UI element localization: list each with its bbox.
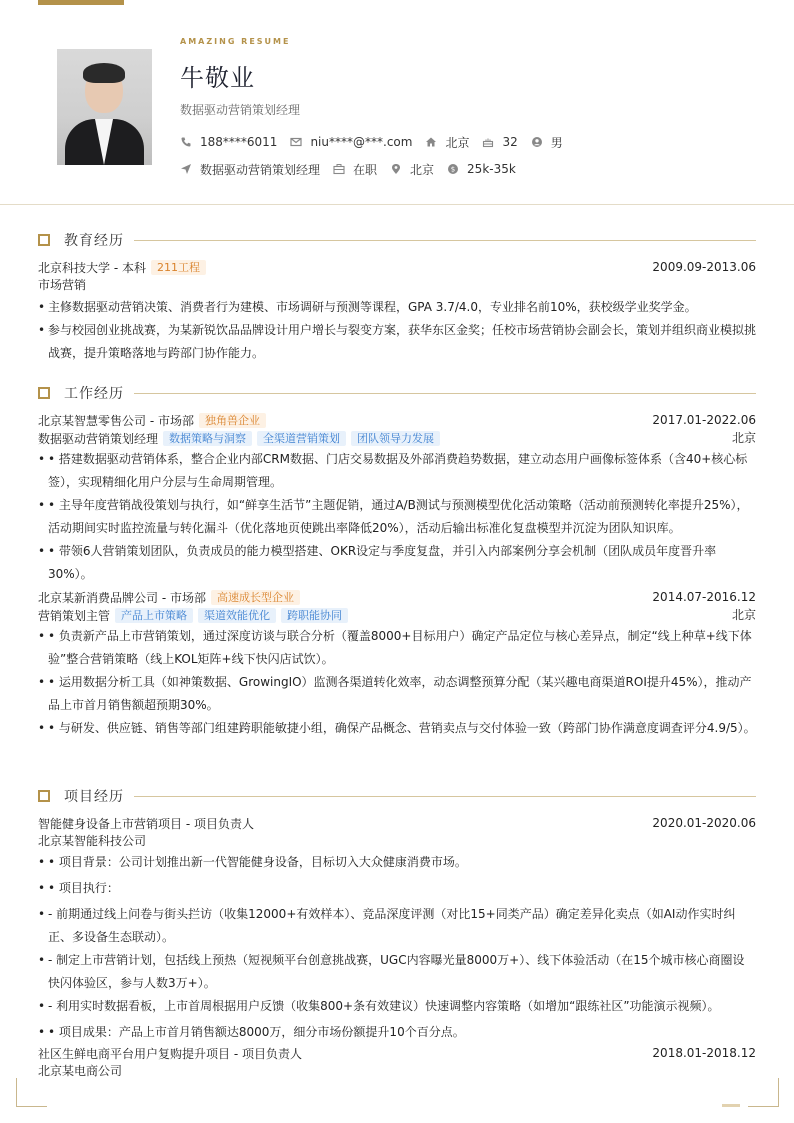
job-role-row bbox=[38, 606, 756, 624]
page-corner-ornament bbox=[748, 1078, 779, 1107]
list-item: • • 搭建数据驱动营销体系，整合企业内部CRM数据、门店交易数据及外部消费趋势数据，建立动态用户画像标签体系（含40+核心标签），实现精细化用户分层与生命周期管理。 bbox=[38, 448, 756, 494]
work-section bbox=[38, 383, 756, 740]
section-title-text: 教育经历 bbox=[64, 233, 124, 249]
projects-section bbox=[38, 786, 756, 1080]
email-text: niu****@***.com bbox=[310, 135, 413, 149]
section-marker-icon bbox=[38, 387, 50, 399]
salary-text: 25k-35k bbox=[467, 162, 516, 176]
skill-tag: 全渠道营销策划 bbox=[257, 431, 346, 446]
school-name: 北京科技大学 - 本科 bbox=[38, 260, 146, 275]
profile-photo bbox=[57, 49, 152, 165]
page-corner-ornament bbox=[16, 1078, 47, 1107]
section-marker-icon bbox=[38, 790, 50, 802]
page-corner-bar bbox=[722, 1104, 740, 1107]
candidate-name: 牛敬业 bbox=[180, 64, 255, 92]
project-entry-header bbox=[38, 1044, 756, 1062]
project-org: 北京某电商公司 bbox=[38, 1064, 123, 1078]
school-tag: 211工程 bbox=[151, 260, 206, 275]
list-item: • • 运用数据分析工具（如神策数据、GrowingIO）监测各渠道转化效率，动态调整预算分配（某兴趣电商渠道ROI提升45%），推动产品上市首月销售额超预期30%。 bbox=[38, 671, 756, 717]
list-item: • • 项目执行： bbox=[38, 877, 756, 900]
project-name: 社区生鲜电商平台用户复购提升项目 - 项目负责人 bbox=[38, 1046, 302, 1061]
education-date: 2009.09-2013.06 bbox=[652, 260, 756, 274]
list-item: • • 项目背景：公司计划推出新一代智能健身设备，目标切入大众健康消费市场。 bbox=[38, 851, 756, 874]
phone-info bbox=[180, 135, 277, 149]
list-item: • • 主导年度营销战役策划与执行，如“鲜享生活节”主题促销，通过A/B测试与预测模型优化活动策略（活动前预测转化率提升25%），活动期间实时监控流量与转化漏斗（优化落地页使跳出率降低20%），活动后输出标准化复盘模型并沉淀为团队知识库。 bbox=[38, 494, 756, 540]
money-icon bbox=[447, 163, 459, 175]
job-city: 北京 bbox=[731, 608, 756, 622]
svg-text:$: $ bbox=[450, 165, 456, 174]
list-item: • • 与研发、供应链、销售等部门组建跨职能敏捷小组，确保产品概念、营销卖点与交付体验一致（跨部门协作满意度调查评分4.9/5）。 bbox=[38, 717, 756, 740]
list-item: • - 利用实时数据看板，上市首周根据用户反馈（收集800+条有效建议）快速调整内容策略（如增加“跟练社区”功能演示视频）。 bbox=[38, 995, 756, 1018]
job-title: 数据驱动营销策划经理 bbox=[180, 103, 301, 117]
skill-tag: 产品上市策略 bbox=[115, 608, 193, 623]
salary-info bbox=[447, 162, 516, 176]
project-entry-header bbox=[38, 814, 756, 832]
section-rule bbox=[134, 796, 756, 797]
age-text: 32 bbox=[502, 135, 518, 149]
home-info bbox=[425, 134, 469, 151]
education-section bbox=[38, 230, 756, 365]
header-divider bbox=[0, 204, 794, 205]
send-icon bbox=[180, 163, 192, 175]
list-item: • • 项目成果：产品上市首月销售额达8000万，细分市场份额提升10个百分点。 bbox=[38, 1021, 756, 1044]
section-title bbox=[38, 383, 756, 403]
target-city-text: 北京 bbox=[410, 162, 435, 177]
project-date: 2018.01-2018.12 bbox=[652, 1046, 756, 1060]
person-icon bbox=[531, 136, 543, 148]
target-position-info bbox=[180, 161, 320, 178]
email-info bbox=[290, 135, 412, 149]
job-role: 营销策划主管 bbox=[38, 608, 111, 623]
education-entry-header bbox=[38, 258, 756, 276]
job-date: 2014.07-2016.12 bbox=[652, 590, 756, 604]
phone-icon bbox=[180, 136, 192, 148]
list-item: • • 负责新产品上市营销策划，通过深度访谈与联合分析（覆盖8000+目标用户）确定产品定位与核心差异点，制定“线上种草+线下体验”整合营销策略（线上KOL矩阵+线下快闪店试饮）。 bbox=[38, 625, 756, 671]
top-accent-bar bbox=[38, 0, 124, 5]
section-marker-icon bbox=[38, 234, 50, 246]
status-text: 在职 bbox=[353, 162, 378, 177]
job-date: 2017.01-2022.06 bbox=[652, 413, 756, 427]
cake-icon bbox=[482, 136, 494, 148]
section-title-text: 项目经历 bbox=[64, 789, 124, 805]
age-info bbox=[482, 135, 517, 149]
major: 市场营销 bbox=[38, 278, 87, 292]
location-pin-icon bbox=[390, 163, 402, 175]
briefcase-icon bbox=[333, 163, 345, 175]
section-rule bbox=[134, 240, 756, 241]
list-item: • 主修数据驱动营销决策、消费者行为建模、市场调研与预测等课程，GPA 3.7/4.0，专业排名前10%，获校级学业奖学金。 bbox=[38, 296, 756, 319]
company-name: 北京某新消费品牌公司 - 市场部 bbox=[38, 590, 206, 605]
gender-info bbox=[531, 134, 563, 151]
section-title-text: 工作经历 bbox=[64, 386, 124, 402]
status-info bbox=[333, 161, 377, 178]
skill-tag: 团队领导力发展 bbox=[351, 431, 440, 446]
gender-text: 男 bbox=[550, 135, 563, 150]
list-item: • - 前期通过线上问卷与街头拦访（收集12000+有效样本）、竞品深度评测（对比15+同类产品）确定差异化卖点（如AI动作实时纠正、多设备生态联动）。 bbox=[38, 903, 756, 949]
skill-tag: 数据策略与洞察 bbox=[163, 431, 252, 446]
job-role: 数据驱动营销策划经理 bbox=[38, 431, 159, 446]
company-tag: 独角兽企业 bbox=[199, 413, 266, 428]
skill-tag: 跨职能协同 bbox=[281, 608, 348, 623]
target-city-info bbox=[390, 161, 434, 178]
contact-row bbox=[180, 133, 576, 151]
target-position-text: 数据驱动营销策划经理 bbox=[200, 162, 321, 177]
project-name: 智能健身设备上市营销项目 - 项目负责人 bbox=[38, 816, 254, 831]
list-item: • - 制定上市营销计划，包括线上预热（短视频平台创意挑战赛，UGC内容曝光量8000万+）、线下体验活动（在15个城市核心商圈设快闪体验区，参与人数3万+）。 bbox=[38, 949, 756, 995]
section-title bbox=[38, 786, 756, 806]
project-date: 2020.01-2020.06 bbox=[652, 816, 756, 830]
list-item: • • 带领6人营销策划团队，负责成员的能力模型搭建、OKR设定与季度复盘，并引入内部案例分享会机制（团队成员年度晋升率30%）。 bbox=[38, 540, 756, 586]
job-entry-header bbox=[38, 588, 756, 606]
phone-text: 188****6011 bbox=[200, 135, 278, 149]
skill-tag: 渠道效能优化 bbox=[198, 608, 276, 623]
job-city: 北京 bbox=[731, 431, 756, 445]
home-icon bbox=[425, 136, 437, 148]
company-tag: 高速成长型企业 bbox=[211, 590, 300, 605]
job-entry-header bbox=[38, 411, 756, 429]
project-org: 北京某智能科技公司 bbox=[38, 834, 147, 848]
hometown-text: 北京 bbox=[445, 135, 470, 150]
brand-label: AMAZING RESUME bbox=[180, 37, 291, 46]
mail-icon bbox=[290, 136, 302, 148]
list-item: • 参与校园创业挑战赛，为某新锐饮品品牌设计用户增长与裂变方案，获华东区金奖；任校市场营销协会副会长，策划并组织商业模拟挑战赛，提升策略落地与跨部门协作能力。 bbox=[38, 319, 756, 365]
company-name: 北京某智慧零售公司 - 市场部 bbox=[38, 413, 194, 428]
section-rule bbox=[134, 393, 756, 394]
job-intent-row bbox=[180, 160, 529, 178]
job-role-row bbox=[38, 429, 756, 447]
section-title bbox=[38, 230, 756, 250]
